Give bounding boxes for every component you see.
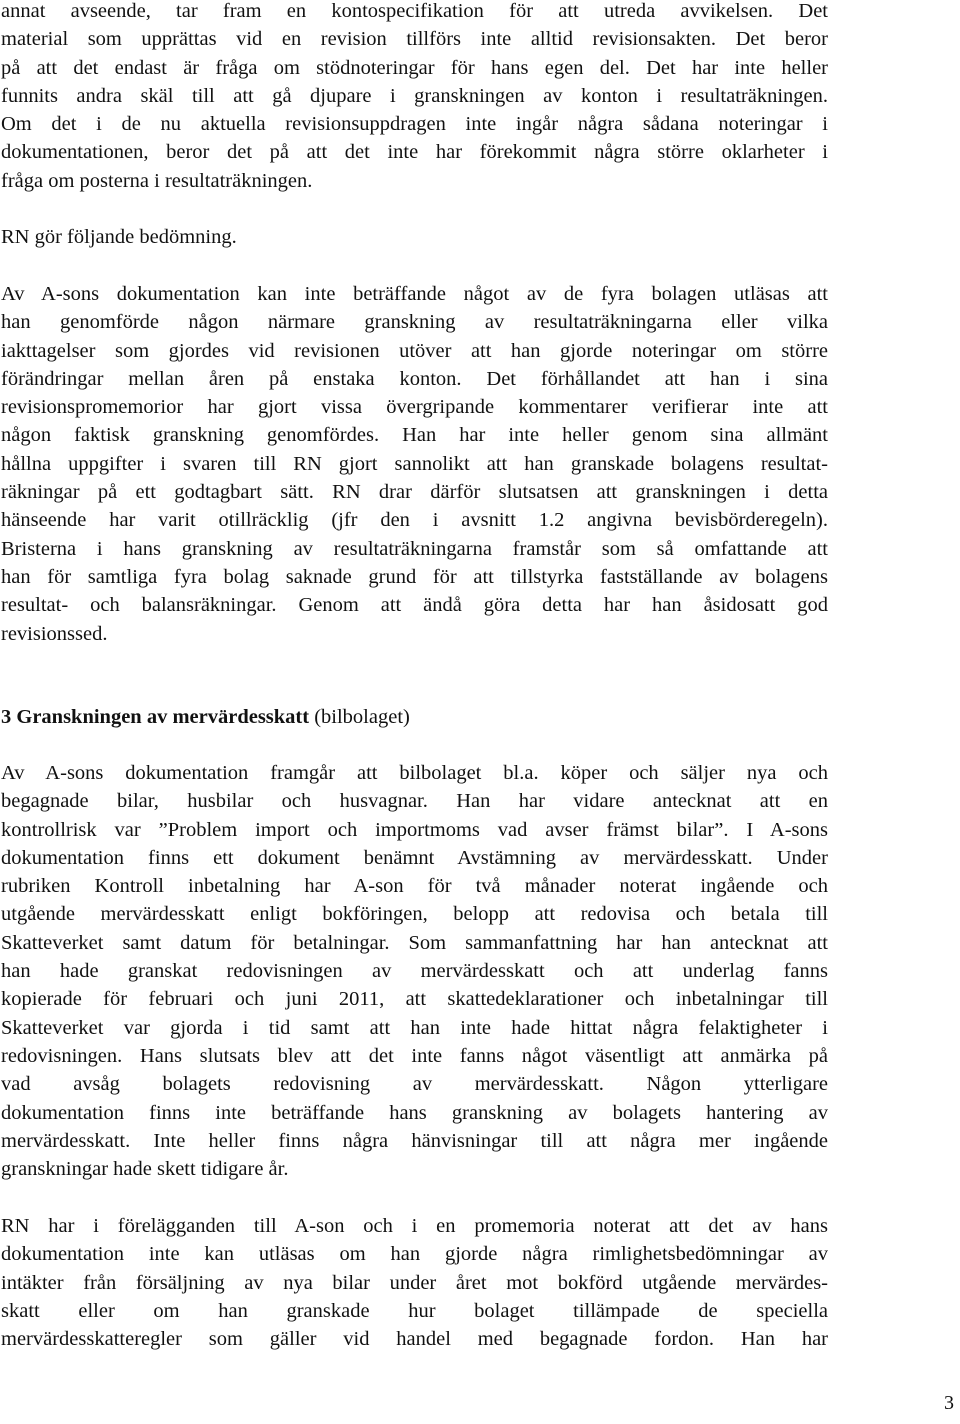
text-line: rubriken Kontroll inbetalning har A-son för två månader noterat ingående och [1, 875, 828, 898]
heading-subtitle: (bilbolaget) [309, 706, 410, 728]
text-line: granskningar hade skett tidigare år. [1, 1158, 289, 1181]
text-line: begagnade bilar, husbilar och husvagnar. Han har vidare antecknat att en [1, 790, 828, 813]
text-line: funnits andra skäl till att gå djupare i granskningen av konton i resultaträkningen. [1, 84, 828, 107]
text-line: mervärdesskatteregler som gäller vid handel med begagnade fordon. Han har [1, 1328, 828, 1351]
text-line: utgående mervärdesskatt enligt bokföringen, belopp att redovisa och betala till [1, 903, 828, 926]
text-line: räkningar på ett godtagbart sätt. RN drar därför slutsatsen att granskningen i detta [1, 481, 828, 504]
text-line: Av A-sons dokumentation kan inte beträffande något av de fyra bolagen utläsas att [1, 283, 828, 305]
text-line: RN har i förelägganden till A-son och i en promemoria noterat att det av hans [1, 1215, 828, 1237]
text-line: resultat- och balansräkningar. Genom att ändå göra detta har han åsidosatt god [1, 594, 828, 617]
text-line: förändringar mellan åren på enstaka konton. Det förhållandet att han i sina [1, 367, 828, 390]
text-line: hänseende har varit otillräcklig (jfr den i avsnitt 1.2 angivna bevisbörderegeln). [1, 509, 828, 532]
text-line: hållna uppgifter i svaren till RN gjort sannolikt att han granskade bolagens resultat- [1, 452, 828, 475]
text-line: han genomförde någon närmare granskning av resultaträkningarna eller vilka [1, 311, 828, 334]
text-line: fråga om posterna i resultaträkningen. [1, 169, 313, 192]
heading-title: 3 Granskningen av mervärdesskatt [1, 706, 310, 728]
text-line: RN gör följande bedömning. [1, 226, 237, 248]
text-line: intäkter från försäljning av nya bilar under året mot bokförd utgående mervärdes- [1, 1271, 828, 1294]
text-line: Av A-sons dokumentation framgår att bilbolaget bl.a. köper och säljer nya och [1, 762, 828, 784]
paragraph-3 [1, 280, 828, 648]
text-line: material som upprättas vid en revision tillförs inte alltid revisionsakten. Det beror [1, 28, 828, 51]
heading-line [1, 703, 828, 731]
text-line: Bristerna i hans granskning av resultaträkningarna framstår som så omfattande att [1, 537, 828, 560]
paragraph-4 [1, 759, 828, 1183]
text-line: redovisningen. Hans slutsats blev att det inte fanns något väsentligt att anmärka på [1, 1044, 828, 1067]
text-line: han för samtliga fyra bolag saknade grund för att tillstyrka fastställande av bolagens [1, 565, 828, 588]
text-line: dokumentation inte kan utläsas om han gjorde några rimlighetsbedömningar av [1, 1243, 828, 1266]
text-line: han hade granskat redovisningen av mervärdesskatt och att underlag fanns [1, 960, 828, 983]
paragraph-5 [1, 1212, 828, 1353]
text-line: dokumentation finns inte beträffande hans granskning av bolagets hantering av [1, 1101, 828, 1124]
text-line: revisionspromemorior har gjort vissa övergripande kommentarer verifierar inte att [1, 396, 828, 419]
text-line: iakttagelser som gjordes vid revisionen utöver att han gjorde noteringar om större [1, 339, 828, 362]
paragraph-1 [1, 0, 828, 195]
section-heading [1, 703, 828, 731]
text-line: dokumentation finns ett dokument benämnt Avstämning av mervärdesskatt. Under [1, 846, 828, 869]
text-line: Skatteverket samt datum för betalningar. Som sammanfattning har han antecknat att [1, 931, 828, 954]
text-line: dokumentationen, beror det på att det inte har förekommit några större oklarheter i [1, 141, 828, 164]
text-line: vad avsåg bolagets redovisning av mervärdesskatt. Någon ytterligare [1, 1073, 828, 1096]
paragraph-2 [1, 223, 828, 251]
page-number: 3 [944, 1392, 954, 1414]
text-line: annat avseende, tar fram en kontospecifikation för att utreda avvikelsen. Det [1, 0, 828, 22]
text-line: mervärdesskatt. Inte heller finns några hänvisningar till att några mer ingående [1, 1129, 828, 1152]
text-line: på att det endast är fråga om stödnoteringar för hans egen del. Det har inte heller [1, 56, 828, 79]
text-line: Om det i de nu aktuella revisionsuppdragen inte ingår några sådana noteringar i [1, 113, 828, 136]
text-line: skatt eller om han granskade hur bolaget tillämpade de speciella [1, 1299, 828, 1322]
text-line: kopierade för februari och juni 2011, att skattedeklarationer och inbetalningar till [1, 988, 828, 1011]
text-line: någon faktisk granskning genomfördes. Han har inte heller genom sina allmänt [1, 424, 828, 447]
text-line: revisionssed. [1, 622, 108, 645]
text-line: kontrollrisk var ”Problem import och importmoms vad avser främst bilar”. I A-sons [1, 818, 828, 841]
text-line: Skatteverket var gjorda i tid samt att han inte hade hittat några felaktigheter i [1, 1016, 828, 1039]
